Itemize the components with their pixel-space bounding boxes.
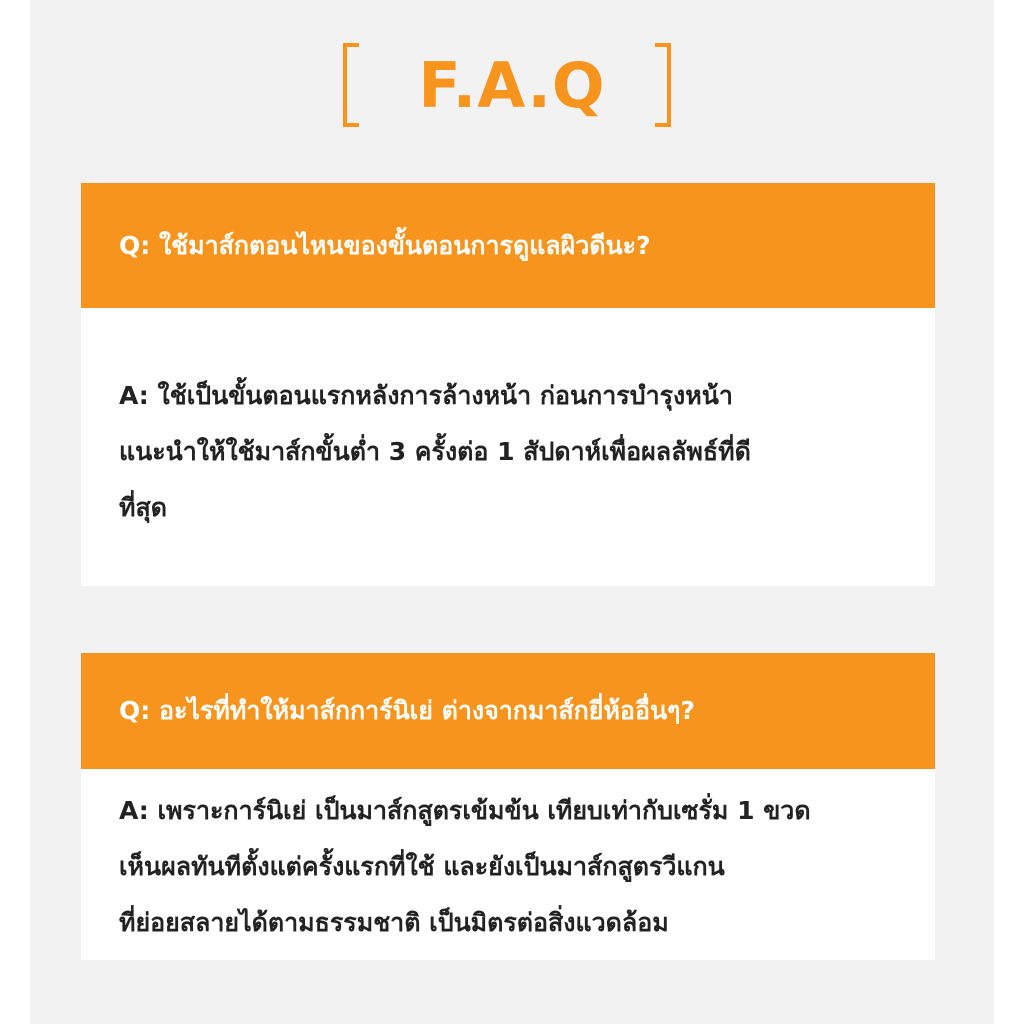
faq-answer-2-line-1: A: เพราะการ์นิเย่ เป็นมาส์กสูตรเข้มข้น เทียบเท่ากับเซรั่ม 1 ขวด bbox=[119, 796, 811, 825]
faq-answer-1-line-2: แนะนำให้ใช้มาส์กขั้นต่ำ 3 ครั้งต่อ 1 สัปดาห์เพื่อผลลัพธ์ที่ดี bbox=[119, 437, 751, 466]
faq-answer-1-line-3: ที่สุด bbox=[119, 493, 167, 522]
right-bracket-icon bbox=[655, 43, 671, 127]
faq-question-1 bbox=[81, 183, 935, 308]
faq-answer-1 bbox=[81, 308, 935, 586]
faq-answer-2-line-2: เห็นผลทันทีตั้งแต่ครั้งแรกที่ใช้ และยังเป็นมาส์กสูตรวีแกน bbox=[119, 852, 725, 881]
faq-answer-1-line-1: A: ใช้เป็นขั้นตอนแรกหลังการล้างหน้า ก่อนการบำรุงหน้า bbox=[119, 381, 733, 410]
faq-question-2-text: Q: อะไรที่ทำให้มาส์กการ์นิเย่ ต่างจากมาส์กยี่ห้ออื่นๆ? bbox=[119, 696, 695, 725]
faq-answer-2 bbox=[81, 769, 935, 960]
faq-question-1-text: Q: ใช้มาส์กตอนไหนของขั้นตอนการดูแลผิวดีนะ? bbox=[119, 230, 651, 260]
page-title: F.A.Q bbox=[418, 49, 606, 122]
faq-header bbox=[0, 38, 1024, 134]
faq-answer-2-line-3: ที่ย่อยสลายได้ตามธรรมชาติ เป็นมิตรต่อสิ่งแวดล้อม bbox=[119, 908, 669, 937]
faq-question-2 bbox=[81, 653, 935, 769]
